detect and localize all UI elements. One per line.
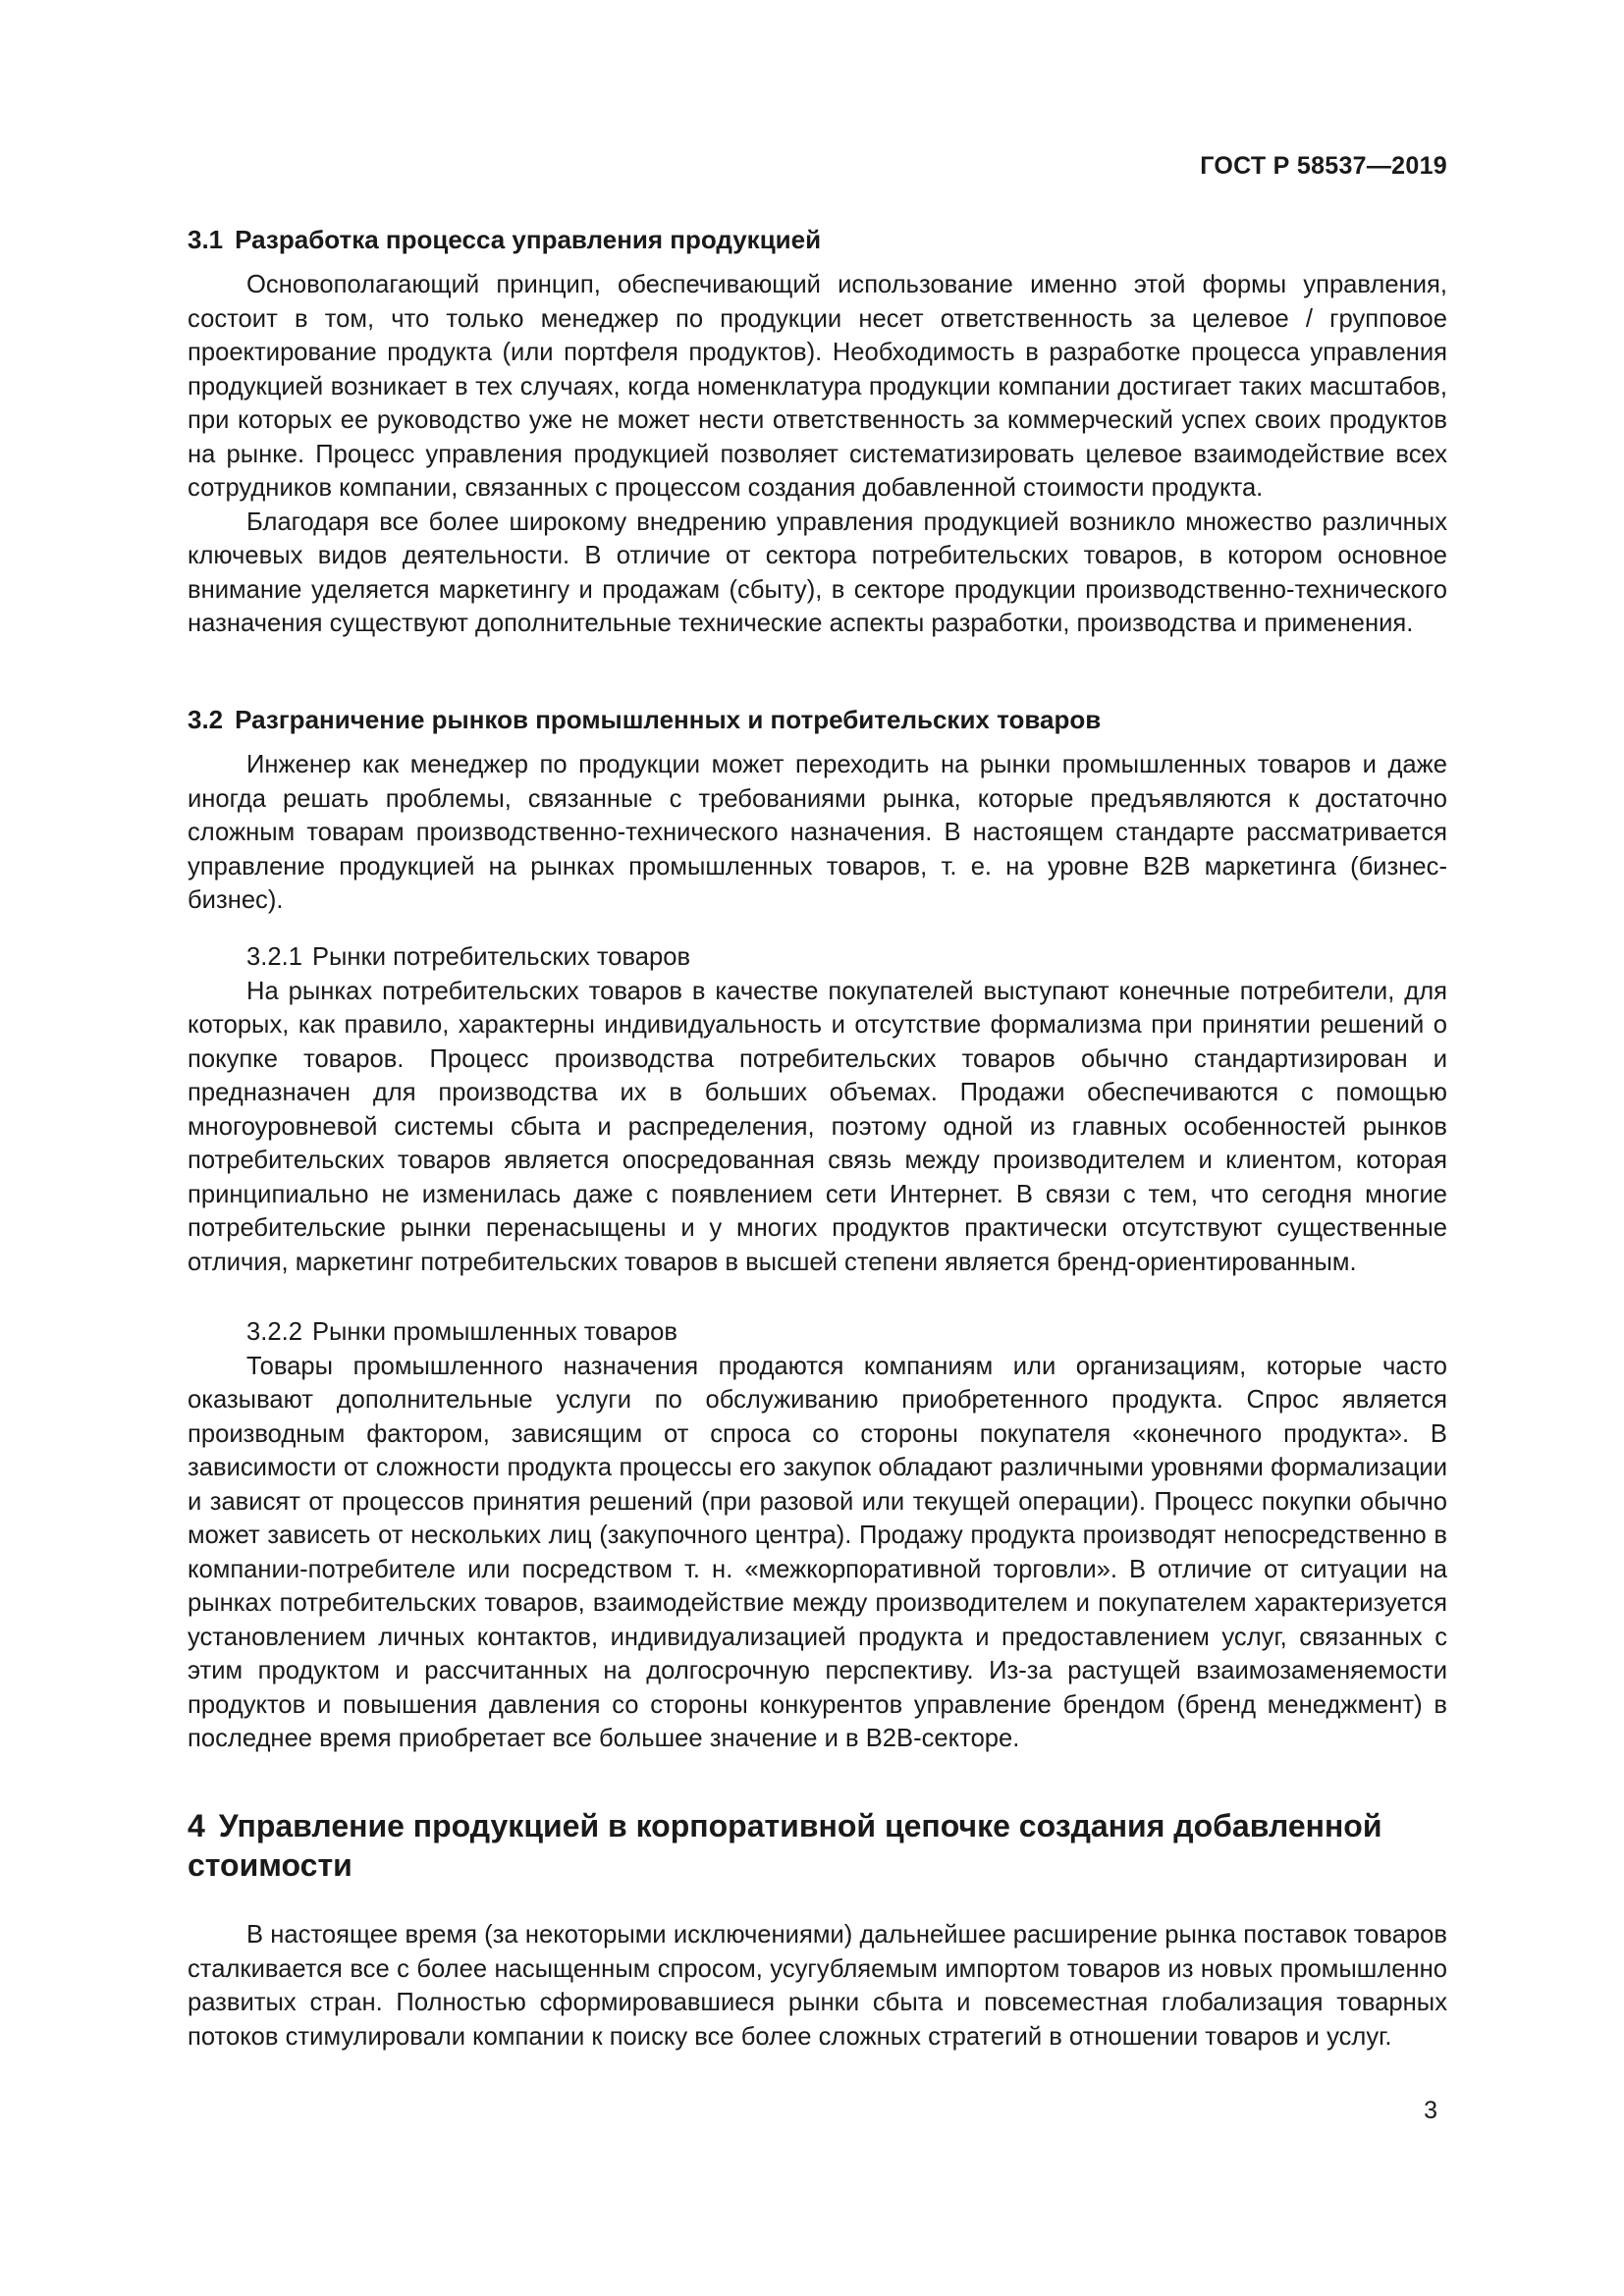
- section-title: Разграничение рынков промышленных и потребительских товаров: [235, 705, 1102, 734]
- section-heading: [188, 703, 1447, 736]
- section-3-2-2: [188, 1315, 1447, 1756]
- page-number: 3: [1424, 2097, 1437, 2124]
- paragraph: Инженер как менеджер по продукции может переходить на рынки промышленных товаров и даже иногда решать проблемы, связанные с требованиями рынка, которые предъявляются к достаточно сложным товарам производственно-технического назначения. В настоящем стандарте рассматривается управление продукцией на рынках промышленных товаров, т. е. на уровне B2B маркетинга (бизнес-бизнес).: [188, 751, 1447, 914]
- paragraph: В настоящее время (за некоторыми исключениями) дальнейшее расширение рынка поставок товаров сталкивается все с более насыщенным спросом, усугубляемым импортом товаров из новых промышленно развитых стран. Полностью сформировавшиеся рынки сбыта и повсеместная глобализация товарных потоков стимулировали компании к поиску все более сложных стратегий в отношении товаров и услуг.: [188, 1921, 1447, 2051]
- paragraph: На рынках потребительских товаров в качестве покупателей выступают конечные потребители, для которых, как правило, характерны индивидуальность и отсутствие формализма при принятии решений о покупке товаров. Процесс производства потребительских товаров обычно стандартизирован и предназначен для производства их в больших объемах. Продажи обеспечиваются с помощью многоуровневой системы сбыта и распределения, поэтому одной из главных особенностей рынков потребительских товаров является опосредованная связь между производителем и клиентом, которая принципиально не изменилась даже с появлением сети Интернет. В связи с тем, что сегодня многие потребительские рынки перенасыщены и у многих продуктов практически отсутствуют существенные отличия, маркетинг потребительских товаров в высшей степени является бренд-ориентированным.: [188, 977, 1447, 1276]
- paragraph: Благодаря все более широкому внедрению управления продукцией возникло множество различных ключевых видов деятельности. В отличие от сектора потребительских товаров, в котором основное внимание уделяется маркетингу и продажам (сбыту), в секторе продукции производственно-технического назначения существуют дополнительные технические аспекты разработки, производства и применения.: [188, 507, 1447, 637]
- section-title: Разработка процесса управления продукцией: [235, 225, 822, 254]
- chapter-number: 4: [188, 1808, 205, 1843]
- chapter-title: Управление продукцией в корпоративной цепочке создания добавленной стоимости: [188, 1808, 1382, 1883]
- subsection-number: 3.2.1: [246, 943, 302, 971]
- subsection-heading: [246, 1315, 1447, 1350]
- section-4: [188, 1806, 1447, 2054]
- chapter-heading: [188, 1806, 1447, 1885]
- paragraph: Товары промышленного назначения продаются компаниям или организациям, которые часто оказывают дополнительные услуги по обслуживанию приобретенного продукта. Спрос является производным фактором, зависящим от спроса со стороны покупателя «конечного продукта». В зависимости от сложности продукта процессы его закупок обладают различными уровнями формализации и зависят от процессов принятия решений (при разовой или текущей операции). Процесс покупки обычно может зависеть от нескольких лиц (закупочного центра). Продажу продукта производят непосредственно в компании-потребителе или посредством т. н. «межкорпоративной торговли». В отличие от ситуации на рынках потребительских товаров, взаимодействие между производителем и покупателем характеризуется установлением личных контактов, индивидуализацией продукта и предоставлением услуг, связанных с этим продуктом и рассчитанных на долгосрочную перспективу. Из-за растущей взаимозаменяемости продуктов и повышения давления со стороны конкурентов управление брендом (бренд менеджмент) в последнее время приобретает все большее значение и в B2B-секторе.: [188, 1352, 1447, 1752]
- section-number: 3.2: [188, 705, 224, 734]
- subsection-title: Рынки потребительских товаров: [311, 943, 691, 971]
- section-3-2-1: [188, 940, 1447, 1279]
- paragraph: Основополагающий принцип, обеспечивающий использование именно этой формы управления, состоит в том, что только менеджер по продукции несет ответственность за целевое / групповое проектирование продукта (или портфеля продуктов). Необходимость в разработке процесса управления продукцией возникает в тех случаях, когда номенклатура продукции компании достигает таких масштабов, при которых ее руководство уже не может нести ответственность за коммерческий успех своих продуктов на рынке. Процесс управления продукцией позволяет систематизировать целевое взаимодействие всех сотрудников компании, связанных с процессом создания добавленной стоимости продукта.: [188, 271, 1447, 502]
- subsection-heading: [246, 940, 1447, 975]
- subsection-title: Рынки промышленных товаров: [311, 1318, 678, 1346]
- section-3-2: [188, 703, 1447, 918]
- section-heading: [188, 223, 1447, 256]
- subsection-number: 3.2.2: [246, 1318, 302, 1346]
- document-code: ГОСТ Р 58537—2019: [1200, 152, 1447, 180]
- section-number: 3.1: [188, 225, 224, 254]
- section-3-1: [188, 223, 1447, 641]
